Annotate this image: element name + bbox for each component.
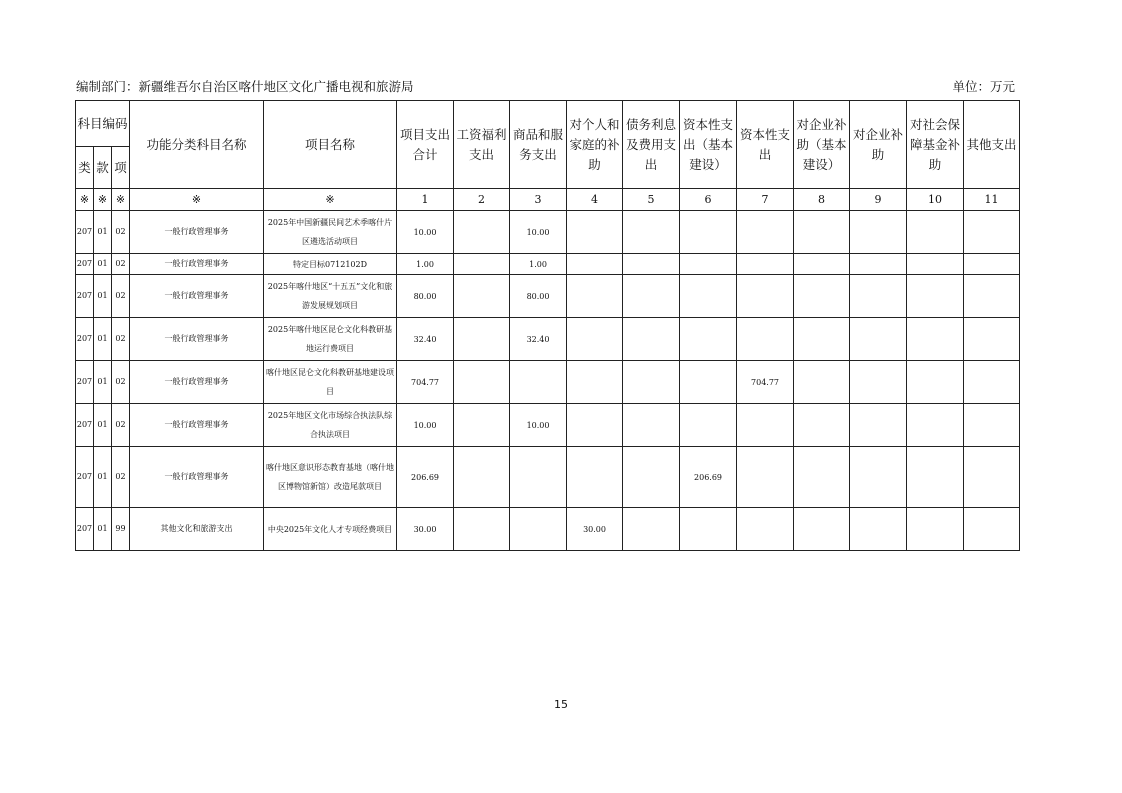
- budget-table: [75, 100, 1020, 551]
- xiang-header: 项: [112, 147, 130, 189]
- salary-cell: [454, 404, 510, 447]
- project-name-cell: 2025年中国新疆民间艺术季喀什片区遴选活动项目: [264, 211, 397, 254]
- col-total-header: 项目支出合计: [397, 101, 454, 189]
- debt-cell: [623, 404, 680, 447]
- total-cell: 10.00: [397, 404, 454, 447]
- func-name-cell: 一般行政管理事务: [130, 404, 264, 447]
- index-cell: ※: [264, 189, 397, 211]
- table-row: [76, 447, 1020, 508]
- capital-basic-cell: [680, 404, 737, 447]
- goods-cell: [510, 447, 567, 508]
- table-row: [76, 318, 1020, 361]
- social-security-cell: [907, 447, 964, 508]
- project-name-cell: 2025年喀什地区“十五五”文化和旅游发展规划项目: [264, 275, 397, 318]
- col-enterprise-header: 对企业补助: [850, 101, 907, 189]
- salary-cell: [454, 447, 510, 508]
- project-name-cell: 2025年地区文化市场综合执法队综合执法项目: [264, 404, 397, 447]
- debt-cell: [623, 361, 680, 404]
- capital-cell: [737, 404, 794, 447]
- kuan-cell: 01: [94, 254, 112, 275]
- lei-header: 类: [76, 147, 94, 189]
- social-security-cell: [907, 508, 964, 551]
- debt-cell: [623, 508, 680, 551]
- goods-cell: 80.00: [510, 275, 567, 318]
- debt-cell: [623, 318, 680, 361]
- project-name-cell: 2025年喀什地区昆仑文化科教研基地运行费项目: [264, 318, 397, 361]
- personal-cell: [567, 404, 623, 447]
- lei-cell: 207: [76, 275, 94, 318]
- enterprise-cell: [850, 211, 907, 254]
- enterprise-basic-cell: [794, 508, 850, 551]
- xiang-cell: 02: [112, 275, 130, 318]
- capital-basic-cell: [680, 508, 737, 551]
- other-cell: [964, 254, 1020, 275]
- lei-cell: 207: [76, 447, 94, 508]
- kuan-cell: 01: [94, 404, 112, 447]
- index-cell: ※: [130, 189, 264, 211]
- enterprise-basic-cell: [794, 361, 850, 404]
- goods-cell: 32.40: [510, 318, 567, 361]
- func-name-cell: 一般行政管理事务: [130, 447, 264, 508]
- table-row: [76, 211, 1020, 254]
- other-cell: [964, 447, 1020, 508]
- index-cell: 9: [850, 189, 907, 211]
- table-row: [76, 275, 1020, 318]
- project-name-cell: 喀什地区昆仑文化科教研基地建设项目: [264, 361, 397, 404]
- xiang-cell: 02: [112, 211, 130, 254]
- other-cell: [964, 211, 1020, 254]
- other-cell: [964, 404, 1020, 447]
- header-row-1: [76, 101, 1020, 147]
- func-name-cell: 一般行政管理事务: [130, 361, 264, 404]
- kuan-cell: 01: [94, 275, 112, 318]
- col-personal-header: 对个人和家庭的补助: [567, 101, 623, 189]
- debt-cell: [623, 211, 680, 254]
- goods-cell: 10.00: [510, 404, 567, 447]
- col-capital-header: 资本性支出: [737, 101, 794, 189]
- capital-basic-cell: [680, 318, 737, 361]
- kuan-header: 款: [94, 147, 112, 189]
- other-cell: [964, 508, 1020, 551]
- salary-cell: [454, 211, 510, 254]
- unit-label: 单位：万元: [952, 79, 1015, 94]
- capital-basic-cell: [680, 254, 737, 275]
- xiang-cell: 02: [112, 318, 130, 361]
- index-cell: ※: [76, 189, 94, 211]
- col-enterprise-basic-header: 对企业补助（基本建设）: [794, 101, 850, 189]
- capital-cell: 704.77: [737, 361, 794, 404]
- debt-cell: [623, 447, 680, 508]
- enterprise-cell: [850, 404, 907, 447]
- personal-cell: [567, 447, 623, 508]
- enterprise-basic-cell: [794, 211, 850, 254]
- goods-cell: 1.00: [510, 254, 567, 275]
- xiang-cell: 99: [112, 508, 130, 551]
- enterprise-cell: [850, 318, 907, 361]
- func-name-cell: 一般行政管理事务: [130, 318, 264, 361]
- capital-cell: [737, 318, 794, 361]
- department-label: 编制部门：新疆维吾尔自治区喀什地区文化广播电视和旅游局: [76, 79, 414, 94]
- enterprise-basic-cell: [794, 254, 850, 275]
- goods-cell: [510, 361, 567, 404]
- salary-cell: [454, 508, 510, 551]
- enterprise-cell: [850, 254, 907, 275]
- func-name-header: 功能分类科目名称: [130, 101, 264, 189]
- total-cell: 30.00: [397, 508, 454, 551]
- personal-cell: [567, 275, 623, 318]
- project-name-cell: 喀什地区意识形态教育基地（喀什地区博物馆新馆）改造尾款项目: [264, 447, 397, 508]
- col-social-security-header: 对社会保障基金补助: [907, 101, 964, 189]
- debt-cell: [623, 254, 680, 275]
- project-name-cell: 特定目标0712102D: [264, 254, 397, 275]
- enterprise-basic-cell: [794, 404, 850, 447]
- xiang-cell: 02: [112, 361, 130, 404]
- enterprise-basic-cell: [794, 447, 850, 508]
- table-row: [76, 508, 1020, 551]
- enterprise-cell: [850, 447, 907, 508]
- lei-cell: 207: [76, 508, 94, 551]
- total-cell: 1.00: [397, 254, 454, 275]
- social-security-cell: [907, 404, 964, 447]
- capital-basic-cell: [680, 361, 737, 404]
- col-salary-header: 工资福利支出: [454, 101, 510, 189]
- kuan-cell: 01: [94, 508, 112, 551]
- capital-cell: [737, 447, 794, 508]
- col-capital-basic-header: 资本性支出（基本建设）: [680, 101, 737, 189]
- enterprise-basic-cell: [794, 275, 850, 318]
- kuan-cell: 01: [94, 318, 112, 361]
- index-cell: 7: [737, 189, 794, 211]
- kuan-cell: 01: [94, 361, 112, 404]
- index-cell: 4: [567, 189, 623, 211]
- debt-cell: [623, 275, 680, 318]
- capital-cell: [737, 211, 794, 254]
- xiang-cell: 02: [112, 447, 130, 508]
- capital-cell: [737, 254, 794, 275]
- capital-cell: [737, 508, 794, 551]
- func-name-cell: 一般行政管理事务: [130, 254, 264, 275]
- enterprise-cell: [850, 275, 907, 318]
- kuan-cell: 01: [94, 211, 112, 254]
- col-goods-header: 商品和服务支出: [510, 101, 567, 189]
- index-row: [76, 189, 1020, 211]
- index-cell: 10: [907, 189, 964, 211]
- enterprise-cell: [850, 508, 907, 551]
- lei-cell: 207: [76, 254, 94, 275]
- personal-cell: [567, 254, 623, 275]
- xiang-cell: 02: [112, 254, 130, 275]
- capital-cell: [737, 275, 794, 318]
- index-cell: ※: [94, 189, 112, 211]
- index-cell: 6: [680, 189, 737, 211]
- index-cell: 3: [510, 189, 567, 211]
- col-other-header: 其他支出: [964, 101, 1020, 189]
- page-number: 15: [554, 698, 568, 711]
- index-cell: 1: [397, 189, 454, 211]
- code-group-header: 科目编码: [76, 101, 130, 147]
- lei-cell: 207: [76, 361, 94, 404]
- salary-cell: [454, 318, 510, 361]
- col-debt-header: 债务利息及费用支出: [623, 101, 680, 189]
- goods-cell: [510, 508, 567, 551]
- social-security-cell: [907, 318, 964, 361]
- index-cell: 5: [623, 189, 680, 211]
- table-row: [76, 254, 1020, 275]
- table-row: [76, 404, 1020, 447]
- other-cell: [964, 318, 1020, 361]
- lei-cell: 207: [76, 404, 94, 447]
- goods-cell: 10.00: [510, 211, 567, 254]
- salary-cell: [454, 254, 510, 275]
- enterprise-basic-cell: [794, 318, 850, 361]
- index-cell: 2: [454, 189, 510, 211]
- other-cell: [964, 275, 1020, 318]
- lei-cell: 207: [76, 211, 94, 254]
- lei-cell: 207: [76, 318, 94, 361]
- func-name-cell: 其他文化和旅游支出: [130, 508, 264, 551]
- capital-basic-cell: [680, 211, 737, 254]
- personal-cell: [567, 361, 623, 404]
- func-name-cell: 一般行政管理事务: [130, 211, 264, 254]
- salary-cell: [454, 275, 510, 318]
- social-security-cell: [907, 361, 964, 404]
- total-cell: 80.00: [397, 275, 454, 318]
- total-cell: 10.00: [397, 211, 454, 254]
- project-name-header: 项目名称: [264, 101, 397, 189]
- personal-cell: 30.00: [567, 508, 623, 551]
- xiang-cell: 02: [112, 404, 130, 447]
- index-cell: 8: [794, 189, 850, 211]
- social-security-cell: [907, 254, 964, 275]
- capital-basic-cell: 206.69: [680, 447, 737, 508]
- index-cell: 11: [964, 189, 1020, 211]
- personal-cell: [567, 318, 623, 361]
- index-cell: ※: [112, 189, 130, 211]
- kuan-cell: 01: [94, 447, 112, 508]
- table-row: [76, 361, 1020, 404]
- social-security-cell: [907, 275, 964, 318]
- other-cell: [964, 361, 1020, 404]
- total-cell: 32.40: [397, 318, 454, 361]
- social-security-cell: [907, 211, 964, 254]
- total-cell: 704.77: [397, 361, 454, 404]
- capital-basic-cell: [680, 275, 737, 318]
- func-name-cell: 一般行政管理事务: [130, 275, 264, 318]
- personal-cell: [567, 211, 623, 254]
- enterprise-cell: [850, 361, 907, 404]
- project-name-cell: 中央2025年文化人才专项经费项目: [264, 508, 397, 551]
- total-cell: 206.69: [397, 447, 454, 508]
- salary-cell: [454, 361, 510, 404]
